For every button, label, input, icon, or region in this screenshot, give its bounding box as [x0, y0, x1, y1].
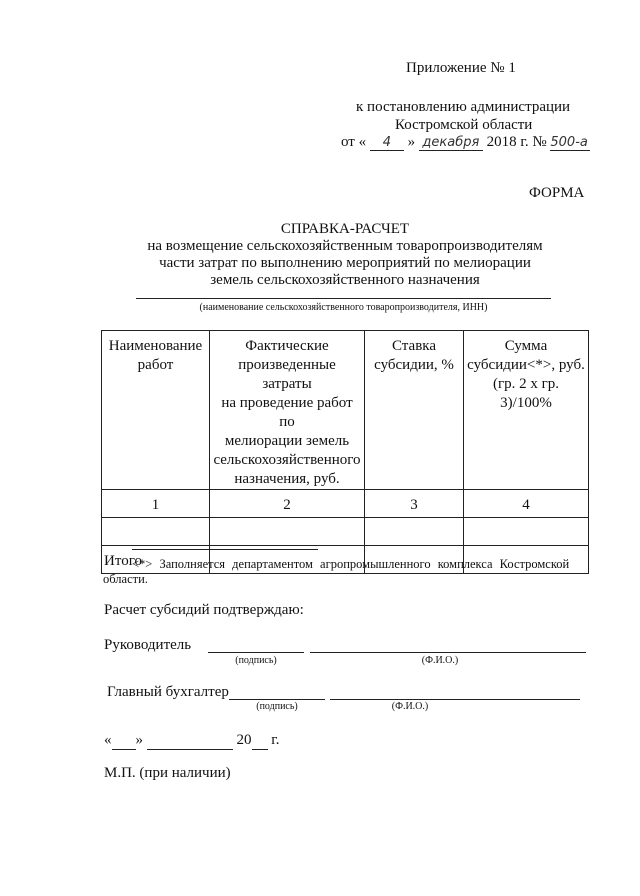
form-label: ФОРМА: [529, 185, 585, 201]
seal-label: М.П. (при наличии): [104, 765, 231, 781]
date-year-blank: [252, 732, 268, 750]
header-sum-l2: субсидии<*>, руб.: [467, 357, 585, 373]
header-rate-l1: Ставка: [391, 338, 436, 354]
empty-cell: [102, 518, 210, 546]
appendix-title: Приложение № 1: [406, 60, 516, 76]
appendix-date: [341, 134, 590, 151]
producer-caption: (наименование сельскохозяйственного товаропроизводителя, ИНН): [199, 302, 488, 313]
date-prefix: от «: [341, 134, 367, 150]
footnote-line2: области.: [103, 572, 148, 586]
document-title: СПРАВКА-РАСЧЕТ: [280, 221, 410, 237]
header-sum-l1: Сумма: [504, 338, 548, 354]
date-open-quote: «: [104, 732, 112, 748]
heading-block: [100, 221, 590, 289]
date-month: декабря: [419, 135, 483, 151]
header-rate-l2: субсидии, %: [374, 357, 454, 373]
table-empty-row: [102, 518, 589, 546]
head-fio-caption: (Ф.И.О.): [421, 655, 459, 666]
date-day: 4: [370, 135, 404, 151]
head-label: Руководитель: [104, 637, 192, 653]
col-number-4: 4: [464, 490, 589, 518]
accountant-fio-line: [330, 699, 580, 700]
header-rate: [365, 331, 464, 490]
date-year: 2018 г. №: [486, 134, 547, 150]
col-number-1: 1: [102, 490, 210, 518]
date-mid: »: [407, 134, 416, 150]
table-number-row: [102, 490, 589, 518]
appendix-line1: к постановлению администрации: [356, 99, 571, 115]
header-works-l2: работ: [137, 357, 174, 373]
accountant-label: Главный бухгалтер: [107, 684, 229, 700]
accountant-fio-caption: (Ф.И.О.): [391, 701, 429, 712]
header-sum: [464, 331, 589, 490]
header-costs-l2: произведенные затраты: [238, 357, 336, 392]
heading-line2: части затрат по выполнению мероприятий по мелиорации: [159, 255, 531, 271]
header-costs: [210, 331, 365, 490]
footnote-rule: [132, 549, 318, 550]
date-day-blank: [112, 732, 136, 750]
resolution-number: 500-а: [550, 135, 590, 151]
header-costs-l6: назначения, руб.: [234, 471, 340, 487]
subsidy-table: [101, 330, 589, 574]
head-sign-caption: (подпись): [235, 655, 277, 666]
head-sign-line: [208, 652, 304, 653]
header-works: [102, 331, 210, 490]
appendix-line2: Костромской области: [395, 117, 533, 133]
confirm-text: Расчет субсидий подтверждаю:: [104, 602, 304, 618]
date-close-quote: »: [135, 732, 143, 748]
empty-cell: [365, 518, 464, 546]
header-costs-l1: Фактические: [245, 338, 329, 354]
empty-cell: [210, 518, 365, 546]
header-sum-l3: (гр. 2 х гр. 3)/100%: [492, 376, 560, 411]
heading-line1: на возмещение сельскохозяйственным товаропроизводителям: [147, 238, 543, 254]
date-century: 20: [236, 732, 252, 748]
date-line: [104, 732, 279, 750]
date-month-blank: [147, 732, 233, 750]
col-number-2: 2: [210, 490, 365, 518]
date-year-suffix: г.: [271, 732, 280, 748]
accountant-sign-caption: (подпись): [256, 701, 298, 712]
header-costs-l4: мелиорации земель: [224, 433, 350, 449]
accountant-sign-line: [229, 699, 325, 700]
footnote-line1: <*> Заполняется департаментом агропромышленного комплекса Костромской: [132, 557, 570, 571]
col-number-3: 3: [365, 490, 464, 518]
head-fio-line: [310, 652, 586, 653]
empty-cell: [464, 518, 589, 546]
producer-line: [136, 298, 551, 299]
header-costs-l3: на проведение работ по: [221, 395, 353, 430]
total-label: Итого: [102, 546, 210, 574]
heading-line3: земель сельскохозяйственного назначения: [210, 272, 480, 288]
table-header-row: [102, 331, 589, 490]
header-works-l1: Наименование: [108, 338, 203, 354]
header-costs-l5: сельскохозяйственного: [213, 452, 361, 468]
